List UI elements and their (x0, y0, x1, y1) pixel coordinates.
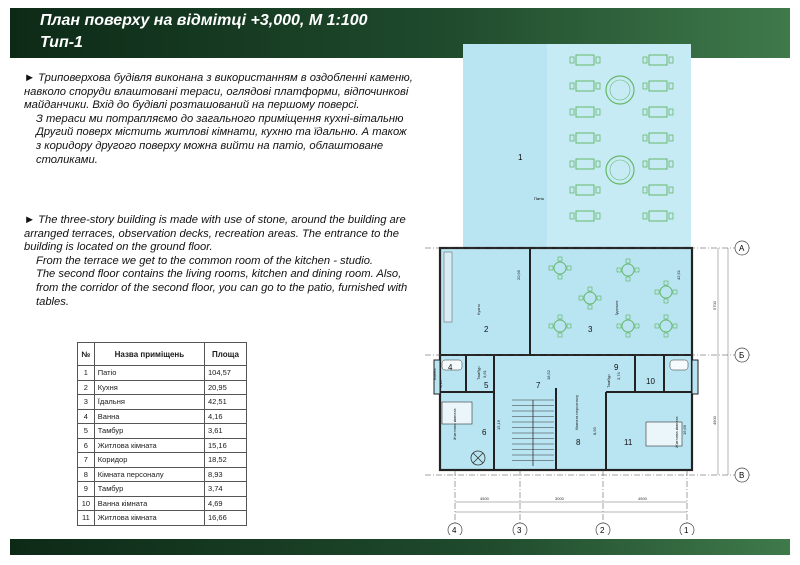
room-number-3: 3 (588, 325, 593, 334)
table-cell-area: 15,16 (204, 438, 246, 453)
dimension-side-1: 5700 (712, 301, 717, 310)
dimension-bottom-1: 4500 (480, 496, 489, 501)
area-mark-dining: 42,51 (676, 269, 681, 280)
axis-number-3: 3 (517, 526, 522, 535)
room-number-2: 2 (484, 325, 489, 334)
axis-letters (735, 241, 749, 482)
table-cell-number: 9 (78, 482, 95, 497)
room-number-9: 9 (614, 363, 619, 372)
table-cell-name: Коридор (94, 453, 204, 468)
floor-plan (420, 30, 780, 535)
axis-letter-v: В (739, 471, 745, 480)
patio-label: Патіо (534, 196, 544, 201)
area-mark-vestibule-right: 3,74 (616, 372, 621, 380)
vestibule-right-label: Тамбур (606, 374, 611, 388)
table-cell-name: Кімната персоналу (94, 467, 204, 482)
description-ukrainian (24, 72, 414, 167)
table-cell-area: 3,61 (204, 424, 246, 439)
staff-room-label: Кімната персоналу (574, 394, 579, 430)
table-cell-area: 4,69 (204, 496, 246, 511)
table-header-number: № (78, 343, 95, 366)
table-row (78, 453, 247, 468)
table-cell-number: 7 (78, 453, 95, 468)
table-row (78, 511, 247, 526)
bath-label: Ванна (432, 368, 437, 380)
table-cell-area: 104,57 (204, 366, 246, 381)
room-number-11: 11 (624, 438, 633, 447)
table-cell-area: 8,93 (204, 467, 246, 482)
table-cell-name: Житлова кімната (94, 511, 204, 526)
vestibule-left-label: Тамбур (476, 366, 481, 380)
table-row (78, 496, 247, 511)
room-number-7: 7 (536, 381, 541, 390)
table-row (78, 467, 247, 482)
table-cell-number: 1 (78, 366, 95, 381)
area-mark-kitchen: 20,95 (516, 269, 521, 280)
dining-label: Їдальня (614, 300, 619, 315)
axis-number-2: 2 (600, 526, 605, 535)
axis-number-1: 1 (684, 526, 689, 535)
room-number-1: 1 (518, 153, 523, 162)
table-row (78, 482, 247, 497)
page-subtitle: Тип-1 (40, 34, 83, 51)
table-header-area: Площа (204, 343, 246, 366)
bed-left (442, 402, 472, 424)
room-number-8: 8 (576, 438, 581, 447)
table-header-row (78, 343, 247, 366)
table-cell-name: Їдальня (94, 395, 204, 410)
dimension-side-2: 4900 (712, 416, 717, 425)
axis-letter-a: А (739, 244, 745, 253)
description-ua-paragraph-2: З тераси ми потрапляємо до загального приміщення кухні-вітальню (36, 112, 404, 125)
table-row (78, 380, 247, 395)
table-row (78, 395, 247, 410)
table-cell-area: 18,52 (204, 453, 246, 468)
room-number-5: 5 (484, 381, 489, 390)
table-row (78, 424, 247, 439)
kitchen-counter (444, 252, 452, 322)
dimension-bottom-3: 4500 (638, 496, 647, 501)
area-mark-vestibule-left: 3,61 (482, 370, 487, 378)
table-cell-name: Кухня (94, 380, 204, 395)
footer-band (10, 539, 790, 555)
description-english (24, 214, 414, 309)
dimension-bottom-2: 3000 (555, 496, 564, 501)
page-title: План поверху на відмітці +3,000, М 1:100 (40, 12, 368, 29)
table-cell-number: 6 (78, 438, 95, 453)
bay-window-right (692, 360, 698, 394)
table-cell-number: 3 (78, 395, 95, 410)
dimension-lines (455, 502, 687, 512)
table-row (78, 409, 247, 424)
description-en-paragraph-1: ► The three-story building is made with use of stone, around the building are arranged terraces, observation decks, recreation areas. The entrance to the building is located on the ground floor. (24, 214, 406, 254)
table-cell-area: 3,74 (204, 482, 246, 497)
table-cell-area: 42,51 (204, 395, 246, 410)
table-cell-name: Тамбур (94, 424, 204, 439)
table-cell-area: 20,95 (204, 380, 246, 395)
table-cell-number: 2 (78, 380, 95, 395)
area-mark-bedroom-right: 16,66 (682, 424, 687, 435)
area-mark-corridor: 18,52 (546, 369, 551, 380)
table-row (78, 438, 247, 453)
table-cell-number: 10 (78, 496, 95, 511)
table-cell-name: Патіо (94, 366, 204, 381)
table-cell-number: 4 (78, 409, 95, 424)
description-ua-paragraph-1: ► Триповерхова будівля виконана з використанням в оздобленні каменю, навколо споруди влаштовані тераси, оглядові платформи, відпочинкові майданчики. Вхід до будівлі розташований на першому поверсі. (24, 72, 413, 112)
axis-number-4: 4 (452, 526, 457, 535)
rooms-table (77, 342, 247, 526)
area-mark-bath: 4,16 (438, 380, 443, 388)
table-row (78, 366, 247, 381)
table-header-name: Назва приміщень (94, 343, 204, 366)
description-en-paragraph-3: The second floor contains the living rooms, kitchen and dining room. Also, from the corridor of the second floor, you can go to the patio, furnished with tables. (36, 268, 408, 308)
room-number-10: 10 (646, 377, 655, 386)
table-cell-number: 5 (78, 424, 95, 439)
table-cell-name: Ванна (94, 409, 204, 424)
bedroom-right-label: Житлова кімната (674, 416, 679, 448)
table-cell-name: Тамбур (94, 482, 204, 497)
room-number-4: 4 (448, 363, 453, 372)
axis-letter-b: Б (739, 351, 745, 360)
description-ua-paragraph-3: Другий поверх містить житлові кімнати, кухню та їдальню. А також з коридору другого поверху можна вийти на патіо, облаштоване столиками. (36, 126, 407, 166)
patio-deck (547, 44, 691, 249)
axis-numbers (448, 523, 694, 535)
table-cell-area: 4,16 (204, 409, 246, 424)
kitchen-label: Кухня (476, 304, 481, 315)
bathtub-right (670, 360, 688, 370)
table-cell-number: 11 (78, 511, 95, 526)
room-number-6: 6 (482, 428, 487, 437)
description-en-paragraph-2: From the terrace we get to the common room of the kitchen - studio. (36, 254, 374, 267)
table-cell-number: 8 (78, 467, 95, 482)
area-mark-bedroom-left: 15,16 (496, 419, 501, 430)
table-cell-name: Житлова кімната (94, 438, 204, 453)
bedroom-left-label: Житлова кімната (452, 408, 457, 440)
table-cell-area: 16,66 (204, 511, 246, 526)
area-mark-staff: 8,93 (592, 427, 597, 435)
table-cell-name: Ванна кімната (94, 496, 204, 511)
